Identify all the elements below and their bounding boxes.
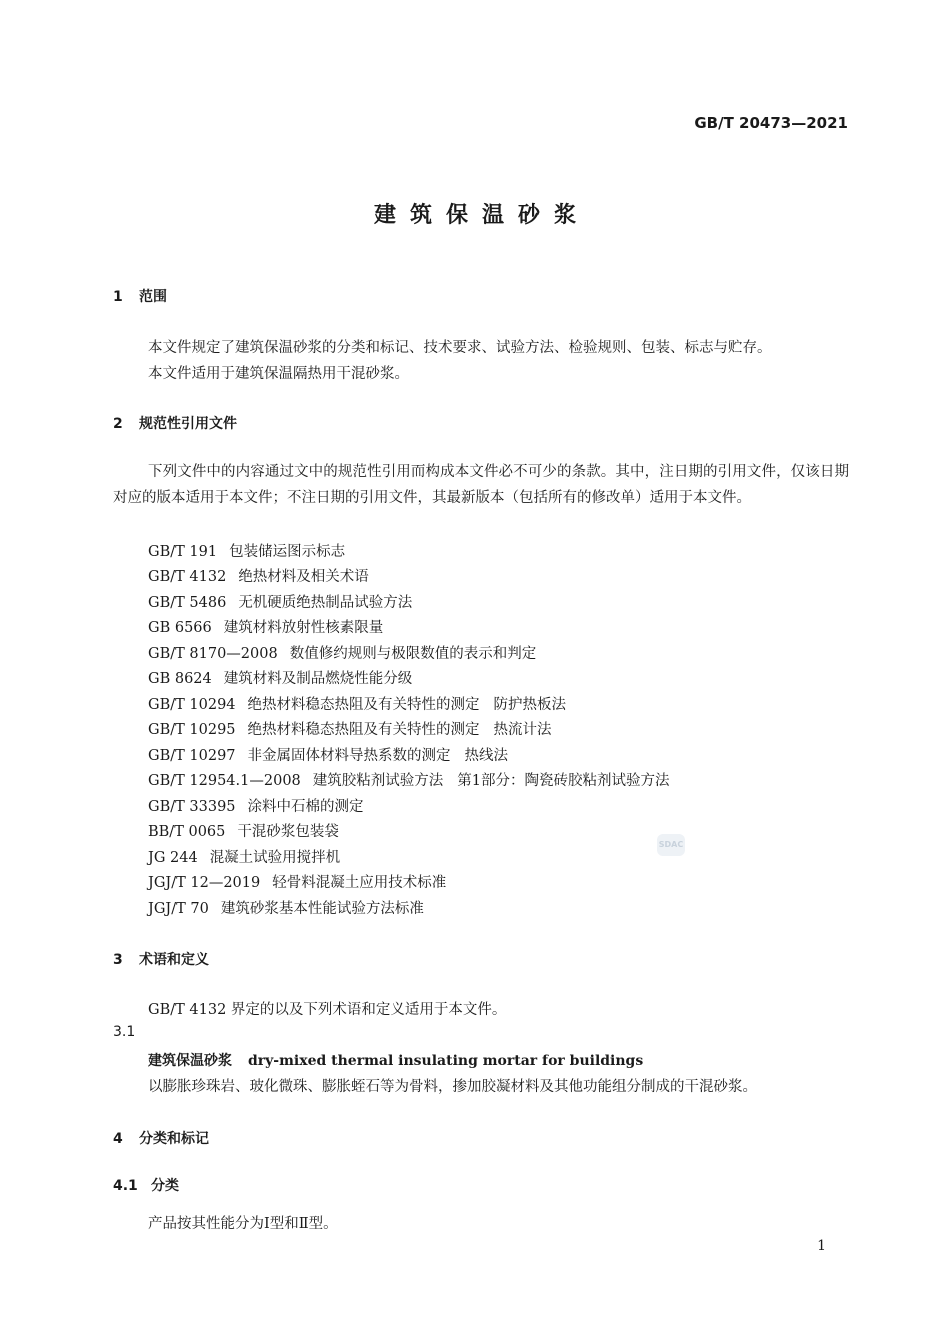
reference-title: 建筑材料放射性核素限量 <box>223 620 384 636</box>
reference-item <box>148 565 369 586</box>
term-heading <box>148 1050 643 1070</box>
reference-code: GB/T 12954.1—2008 <box>148 773 301 789</box>
reference-code: GB 6566 <box>148 620 212 636</box>
reference-title: 涂料中石棉的测定 <box>247 799 364 815</box>
section-title: 范围 <box>139 289 167 305</box>
section-number: 1 <box>113 289 123 305</box>
document-title: 建筑保温砂浆 <box>373 203 590 228</box>
reference-item <box>148 540 345 561</box>
reference-subtitle: 热流计法 <box>493 722 552 738</box>
reference-code: GB/T 8170—2008 <box>148 646 278 662</box>
reference-item <box>148 591 412 612</box>
term-zh: 建筑保温砂浆 <box>148 1053 232 1069</box>
reference-title: 绝热材料稳态热阻及有关特性的测定 <box>247 697 480 713</box>
reference-item <box>148 795 364 816</box>
page-number: 1 <box>817 1238 826 1254</box>
reference-code: GB/T 191 <box>148 544 218 560</box>
reference-code: GB/T 10294 <box>148 697 236 713</box>
section-title: 分类和标记 <box>139 1131 209 1147</box>
reference-subtitle: 防护热板法 <box>493 697 567 713</box>
subsection-4-1-heading <box>113 1175 179 1195</box>
watermark-logo: SDAC <box>657 834 685 856</box>
paragraph: GB/T 4132 界定的以及下列术语和定义适用于本文件。 <box>148 1002 507 1018</box>
reference-item <box>148 846 340 867</box>
reference-code: JG 244 <box>148 850 198 866</box>
section-1-heading <box>113 286 167 306</box>
reference-title: 无机硬质绝热制品试验方法 <box>238 595 413 611</box>
reference-code: GB/T 10297 <box>148 748 236 764</box>
references-intro: 下列文件中的内容通过文中的规范性引用而构成本文件必不可少的条款。其中，注日期的引用文件，仅该日期对应的版本适用于本文件；不注日期的引用文件，其最新版本（包括所有的修改单）适用于本文件。 <box>113 464 849 506</box>
reference-title: 建筑材料及制品燃烧性能分级 <box>223 671 413 687</box>
reference-subtitle: 第1部分：陶瓷砖胶粘剂试验方法 <box>457 773 670 789</box>
reference-code: GB/T 4132 <box>148 569 227 585</box>
reference-title: 数值修约规则与极限数值的表示和判定 <box>289 646 537 662</box>
reference-title: 非金属固体材料导热系数的测定 <box>247 748 451 764</box>
section-2-heading <box>113 413 237 433</box>
reference-item <box>148 769 670 790</box>
reference-title: 建筑胶粘剂试验方法 <box>312 773 444 789</box>
reference-item <box>148 820 339 841</box>
reference-code: GB/T 10295 <box>148 722 236 738</box>
reference-item <box>148 642 536 663</box>
reference-item <box>148 744 508 765</box>
paragraph: 本文件规定了建筑保温砂浆的分类和标记、技术要求、试验方法、检验规则、包装、标志与贮存。 <box>148 340 772 356</box>
reference-title: 轻骨料混凝土应用技术标准 <box>272 875 447 891</box>
reference-title: 绝热材料及相关术语 <box>238 569 369 585</box>
reference-item <box>148 871 446 892</box>
reference-item <box>148 616 383 637</box>
reference-code: GB/T 5486 <box>148 595 227 611</box>
reference-code: GB/T 33395 <box>148 799 236 815</box>
paragraph: 本文件适用于建筑保温隔热用干混砂浆。 <box>148 366 409 382</box>
standard-code: GB/T 20473—2021 <box>694 114 848 132</box>
reference-title: 包装储运图示标志 <box>229 544 346 560</box>
reference-title: 建筑砂浆基本性能试验方法标准 <box>220 901 424 917</box>
paragraph: 产品按其性能分为Ⅰ型和Ⅱ型。 <box>148 1216 338 1232</box>
reference-subtitle: 热线法 <box>464 748 509 764</box>
reference-item <box>148 693 566 714</box>
reference-title: 绝热材料稳态热阻及有关特性的测定 <box>247 722 480 738</box>
reference-title: 干混砂浆包装袋 <box>237 824 339 840</box>
reference-code: BB/T 0065 <box>148 824 226 840</box>
reference-item <box>148 667 412 688</box>
reference-item <box>148 718 552 739</box>
section-4-heading <box>113 1128 209 1148</box>
reference-code: GB 8624 <box>148 671 212 687</box>
section-number: 2 <box>113 416 123 432</box>
section-title: 术语和定义 <box>139 952 209 968</box>
reference-code: JGJ/T 12—2019 <box>148 875 261 891</box>
subsection-title: 分类 <box>151 1178 179 1194</box>
section-title: 规范性引用文件 <box>139 416 237 432</box>
term-definition: 以膨胀珍珠岩、玻化微珠、膨胀蛭石等为骨料，掺加胶凝材料及其他功能组分制成的干混砂浆。 <box>148 1079 757 1095</box>
term-number: 3.1 <box>113 1024 136 1040</box>
reference-code: JGJ/T 70 <box>148 901 209 917</box>
term-en: dry-mixed thermal insulating mortar for buildings <box>248 1053 644 1069</box>
section-number: 4 <box>113 1131 123 1147</box>
subsection-number: 4.1 <box>113 1178 138 1194</box>
reference-title: 混凝土试验用搅拌机 <box>209 850 341 866</box>
section-3-heading <box>113 949 209 969</box>
section-number: 3 <box>113 952 123 968</box>
reference-item <box>148 897 424 918</box>
